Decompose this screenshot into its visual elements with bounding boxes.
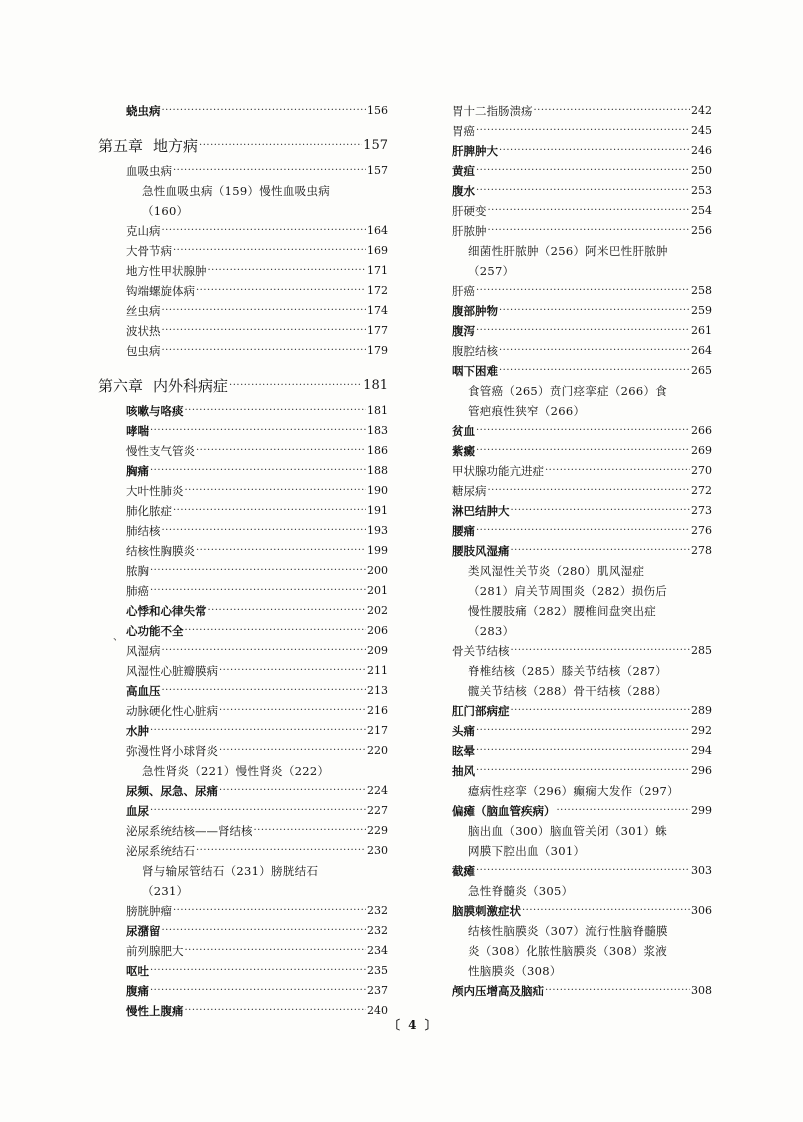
toc-entry[interactable] (98, 301, 388, 321)
page-ref: 235 (367, 964, 388, 977)
dot-leader (208, 261, 367, 281)
dot-leader (476, 741, 690, 761)
chapter-heading (98, 371, 228, 401)
page-ref: 289 (691, 704, 712, 717)
page-ref: 191 (367, 504, 388, 517)
toc-entry[interactable] (98, 561, 388, 581)
dot-leader (476, 441, 690, 461)
page-ref: 246 (691, 144, 712, 157)
entry-title: 尿频、尿急、尿痛 (126, 784, 218, 798)
entry-title: 尿潴留 (126, 924, 161, 938)
page-ref: 232 (367, 924, 388, 937)
toc-subentry: 结核性脑膜炎（307）流行性脑脊髓膜炎（308）化脓性脑膜炎（308）浆液性脑膜炎（308） (468, 924, 668, 978)
dot-leader (196, 441, 366, 461)
page-ref: 224 (367, 784, 388, 797)
dot-leader (545, 981, 690, 1001)
dot-leader (162, 641, 367, 661)
entry-title: 肝脾肿大 (452, 144, 498, 158)
toc-entry[interactable] (98, 901, 388, 921)
entry-title: 大叶性肺炎 (126, 484, 184, 498)
toc-subentry: 急性脊髓炎（305） (468, 884, 574, 898)
toc-entry[interactable] (452, 801, 712, 821)
dot-leader (476, 121, 690, 141)
page-ref: 229 (367, 824, 388, 837)
dot-leader (150, 981, 366, 1001)
page-ref: 181 (367, 404, 388, 417)
toc-right-column (452, 101, 712, 1001)
entry-title: 钩端螺旋体病 (126, 284, 195, 298)
page-ref: 206 (367, 624, 388, 637)
toc-subentry: 急性肾炎（221）慢性肾炎（222） (142, 764, 330, 778)
toc-entry[interactable] (98, 521, 388, 541)
toc-entry[interactable] (98, 321, 388, 341)
page-ref: 294 (691, 744, 712, 757)
toc-entry[interactable] (98, 501, 388, 521)
toc-entry[interactable] (452, 361, 712, 381)
dot-leader (476, 281, 690, 301)
toc-entry[interactable] (98, 341, 388, 361)
page-ref: 240 (367, 1004, 388, 1017)
page-ref: 269 (691, 444, 712, 457)
dot-leader (488, 201, 691, 221)
toc-entry[interactable] (98, 441, 388, 461)
toc-entry[interactable] (452, 141, 712, 161)
dot-leader (199, 131, 362, 161)
dot-leader (162, 521, 367, 541)
toc-entry[interactable] (98, 481, 388, 501)
page-ref: 157 (367, 164, 388, 177)
dot-leader (545, 461, 690, 481)
page-ref: 264 (691, 344, 712, 357)
dot-leader (219, 741, 366, 761)
dot-leader (196, 841, 366, 861)
dot-leader (185, 621, 367, 641)
dot-leader (522, 901, 690, 921)
toc-entry[interactable] (98, 741, 388, 761)
page-ref: 253 (691, 184, 712, 197)
page-ref: 276 (691, 524, 712, 537)
toc-entry[interactable] (452, 701, 712, 721)
dot-leader (488, 481, 691, 501)
entry-title: 颅内压增高及脑疝 (452, 984, 544, 998)
entry-title: 甲状腺功能亢进症 (452, 464, 544, 478)
chapter-title: 内外科病症 (153, 377, 229, 395)
entry-title: 膀胱肿瘤 (126, 904, 172, 918)
section-gap (98, 121, 388, 131)
entry-title: 咳嗽与咯痰 (126, 404, 184, 418)
dot-leader (162, 341, 367, 361)
page-ref: 164 (367, 224, 388, 237)
page-ref: 156 (367, 104, 388, 117)
dot-leader (150, 721, 366, 741)
dot-leader (254, 821, 367, 841)
page-ref: 193 (367, 524, 388, 537)
toc-entry[interactable] (452, 481, 712, 501)
entry-title: 肝癌 (452, 284, 475, 298)
chapter-title: 地方病 (153, 137, 199, 155)
page-ref: 285 (691, 644, 712, 657)
dot-leader (150, 561, 366, 581)
dot-leader (476, 521, 690, 541)
entry-title: 肛门部病症 (452, 704, 510, 718)
toc-entry[interactable] (98, 281, 388, 301)
page-ref: 308 (691, 984, 712, 997)
dot-leader (208, 601, 367, 621)
page-ref: 272 (691, 484, 712, 497)
dot-leader (476, 421, 690, 441)
page-ref: 250 (691, 164, 712, 177)
entry-title: 淋巴结肿大 (452, 504, 510, 518)
entry-title: 腹腔结核 (452, 344, 498, 358)
dot-leader (196, 541, 366, 561)
entry-title: 心功能不全 (126, 624, 184, 638)
toc-entry[interactable] (98, 101, 388, 121)
toc-subentry: 类风湿性关节炎（280）肌风湿症（281）肩关节周围炎（282）损伤后慢性腰肢痛（282）腰椎间盘突出症（283） (468, 564, 668, 638)
dot-leader (499, 141, 690, 161)
toc-entry[interactable] (452, 221, 712, 241)
chapter-number: 第六章 (98, 377, 144, 395)
page-ref: 261 (691, 324, 712, 337)
toc-entry[interactable] (98, 681, 388, 701)
entry-title: 偏瘫（脑血管疾病） (452, 804, 556, 818)
entry-title: 头痛 (452, 724, 475, 738)
toc-entry[interactable] (452, 901, 712, 921)
dot-leader (219, 661, 366, 681)
page-ref: 265 (691, 364, 712, 377)
toc-entry[interactable] (452, 641, 712, 661)
toc-subentry: 急性血吸虫病（159）慢性血吸虫病（160） (142, 184, 331, 218)
toc-entry[interactable] (98, 1001, 388, 1021)
entry-title: 泌尿系统结核——肾结核 (126, 824, 253, 838)
entry-title: 高血压 (126, 684, 161, 698)
entry-title: 呕吐 (126, 964, 149, 978)
toc-entry[interactable] (452, 161, 712, 181)
dot-leader (219, 701, 366, 721)
page-ref: 266 (691, 424, 712, 437)
toc-entry[interactable] (98, 241, 388, 261)
dot-leader (219, 781, 366, 801)
dot-leader (150, 801, 366, 821)
toc-entry[interactable] (452, 501, 712, 521)
page-ref: 227 (367, 804, 388, 817)
page-ref: 186 (367, 444, 388, 457)
page-ref: 256 (691, 224, 712, 237)
page-ref: 179 (367, 344, 388, 357)
toc-entry[interactable] (452, 461, 712, 481)
entry-title: 心悸和心律失常 (126, 604, 207, 618)
page-ref: 200 (367, 564, 388, 577)
entry-title: 地方性甲状腺肿 (126, 264, 207, 278)
dot-leader (511, 701, 691, 721)
toc-entry[interactable] (452, 201, 712, 221)
toc-entry[interactable] (98, 941, 388, 961)
page-ref: 183 (367, 424, 388, 437)
page-ref: 217 (367, 724, 388, 737)
toc-subentry: 脊椎结核（285）膝关节结核（287）髋关节结核（288）骨干结核（288） (468, 664, 668, 698)
entry-title: 动脉硬化性心脏病 (126, 704, 218, 718)
entry-title: 风湿病 (126, 644, 161, 658)
entry-title: 肺癌 (126, 584, 149, 598)
dot-leader (185, 1001, 367, 1021)
page-ref: 171 (367, 264, 388, 277)
page-ref: 202 (367, 604, 388, 617)
entry-title: 腰痛 (452, 524, 475, 538)
entry-title: 蛲虫病 (126, 104, 161, 118)
toc-entry[interactable] (98, 961, 388, 981)
page-ref: 201 (367, 584, 388, 597)
dot-leader (162, 681, 367, 701)
entry-title: 肺结核 (126, 524, 161, 538)
page-ref: 273 (691, 504, 712, 517)
page-ref: 188 (367, 464, 388, 477)
page-ref: 292 (691, 724, 712, 737)
page-ref: 237 (367, 984, 388, 997)
toc-subentry: 肾与输尿管结石（231）膀胱结石（231） (142, 864, 319, 898)
page-ref: 296 (691, 764, 712, 777)
toc-entry[interactable] (98, 221, 388, 241)
toc-entry[interactable] (98, 701, 388, 721)
dot-leader (173, 901, 366, 921)
page-ref: 242 (691, 104, 712, 117)
entry-title: 丝虫病 (126, 304, 161, 318)
page-number: 〔 4 〕 (388, 1018, 439, 1032)
entry-title: 骨关节结核 (452, 644, 510, 658)
dot-leader (150, 961, 366, 981)
page-ref: 258 (691, 284, 712, 297)
dot-leader (476, 721, 690, 741)
entry-title: 慢性支气管炎 (126, 444, 195, 458)
toc-entry[interactable] (98, 841, 388, 861)
entry-title: 肝硬变 (452, 204, 487, 218)
toc-subentry: 脑出血（300）脑血管关闭（301）蛛网膜下腔出血（301） (468, 824, 668, 858)
page-ref: 232 (367, 904, 388, 917)
toc-entry[interactable] (98, 581, 388, 601)
page-ref: 190 (367, 484, 388, 497)
page-ref: 216 (367, 704, 388, 717)
dot-leader (162, 101, 367, 121)
toc-entry[interactable] (98, 921, 388, 941)
dot-leader (511, 641, 691, 661)
toc-entry[interactable] (452, 741, 712, 761)
scan-mark: 、 (113, 632, 123, 643)
page-ref: 303 (691, 864, 712, 877)
toc-entry[interactable] (452, 421, 712, 441)
dot-leader (185, 941, 367, 961)
entry-title: 克山病 (126, 224, 161, 238)
toc-entry[interactable] (452, 321, 712, 341)
toc-entry[interactable] (452, 181, 712, 201)
toc-entry[interactable] (98, 601, 388, 621)
dot-leader (173, 161, 366, 181)
entry-title: 波状热 (126, 324, 161, 338)
page-ref: 172 (367, 284, 388, 297)
toc-entry[interactable] (452, 301, 712, 321)
toc-entry[interactable] (98, 801, 388, 821)
dot-leader (229, 371, 362, 401)
entry-title: 血吸虫病 (126, 164, 172, 178)
entry-title: 抽风 (452, 764, 475, 778)
entry-title: 胃癌 (452, 124, 475, 138)
page-ref: 234 (367, 944, 388, 957)
dot-leader (150, 421, 366, 441)
page-ref: 199 (367, 544, 388, 557)
page-ref: 270 (691, 464, 712, 477)
page-ref: 254 (691, 204, 712, 217)
toc-subentry: 细菌性肝脓肿（256）阿米巴性肝脓肿（257） (468, 244, 668, 278)
dot-leader (476, 761, 690, 781)
entry-title: 贫血 (452, 424, 475, 438)
toc-entry[interactable] (98, 161, 388, 181)
entry-title: 哮喘 (126, 424, 149, 438)
section-gap (98, 361, 388, 371)
dot-leader (511, 501, 691, 521)
page-ref: 174 (367, 304, 388, 317)
entry-title: 泌尿系统结石 (126, 844, 195, 858)
toc-subentry: 癔病性痉挛（296）癫痫大发作（297） (468, 784, 679, 798)
entry-title: 腹泻 (452, 324, 475, 338)
dot-leader (488, 221, 691, 241)
entry-title: 慢性上腹痛 (126, 1004, 184, 1018)
page-ref: 181 (363, 378, 388, 393)
toc-entry[interactable] (98, 461, 388, 481)
page-ref: 259 (691, 304, 712, 317)
entry-title: 腹痛 (126, 984, 149, 998)
toc-entry[interactable] (98, 261, 388, 281)
dot-leader (499, 341, 690, 361)
entry-title: 肺化脓症 (126, 504, 172, 518)
entry-title: 腹部肿物 (452, 304, 498, 318)
entry-title: 截瘫 (452, 864, 475, 878)
dot-leader (476, 321, 690, 341)
entry-title: 脓胸 (126, 564, 149, 578)
toc-chapter[interactable] (98, 131, 388, 161)
toc-subentry: 食管癌（265）贲门痉挛症（266）食管疤痕性狭窄（266） (468, 384, 668, 418)
dot-leader (185, 481, 367, 501)
entry-title: 糖尿病 (452, 484, 487, 498)
page-ref: 209 (367, 644, 388, 657)
entry-title: 胃十二指肠溃疡 (452, 104, 533, 118)
dot-leader (476, 861, 690, 881)
dot-leader (196, 281, 366, 301)
entry-title: 脑膜刺激症状 (452, 904, 521, 918)
toc-entry[interactable] (98, 661, 388, 681)
page-ref: 278 (691, 544, 712, 557)
page-ref: 213 (367, 684, 388, 697)
page-ref: 230 (367, 844, 388, 857)
dot-leader (557, 801, 691, 821)
page-ref: 306 (691, 904, 712, 917)
toc-entry[interactable] (98, 981, 388, 1001)
dot-leader (150, 461, 366, 481)
dot-leader (511, 541, 691, 561)
dot-leader (185, 401, 367, 421)
entry-title: 眩晕 (452, 744, 475, 758)
entry-title: 水肿 (126, 724, 149, 738)
dot-leader (476, 181, 690, 201)
page-ref: 157 (363, 138, 388, 153)
entry-title: 胸痛 (126, 464, 149, 478)
page-ref: 245 (691, 124, 712, 137)
toc-entry[interactable] (98, 401, 388, 421)
toc-entry[interactable] (98, 721, 388, 741)
toc-entry[interactable] (452, 121, 712, 141)
toc-entry[interactable] (452, 281, 712, 301)
toc-entry[interactable] (452, 341, 712, 361)
entry-title: 前列腺肥大 (126, 944, 184, 958)
entry-title: 咽下困难 (452, 364, 498, 378)
entry-title: 腹水 (452, 184, 475, 198)
toc-entry[interactable] (452, 521, 712, 541)
entry-title: 弥漫性肾小球肾炎 (126, 744, 218, 758)
dot-leader (173, 501, 366, 521)
toc-entry[interactable] (98, 781, 388, 801)
toc-entry[interactable] (98, 821, 388, 841)
chapter-number: 第五章 (98, 137, 144, 155)
dot-leader (162, 321, 367, 341)
entry-title: 紫癜 (452, 444, 475, 458)
chapter-heading (98, 131, 198, 161)
dot-leader (499, 301, 690, 321)
dot-leader (499, 361, 690, 381)
toc-entry[interactable] (452, 861, 712, 881)
entry-title: 肝脓肿 (452, 224, 487, 238)
toc-entry[interactable] (98, 541, 388, 561)
dot-leader (150, 581, 366, 601)
entry-title: 腰肢风湿痛 (452, 544, 510, 558)
toc-entry[interactable] (452, 721, 712, 741)
toc-entry[interactable] (98, 421, 388, 441)
dot-leader (534, 101, 691, 121)
page-ref: 211 (367, 664, 388, 677)
toc-entry[interactable] (452, 981, 712, 1001)
toc-entry[interactable] (452, 441, 712, 461)
toc-entry[interactable] (98, 641, 388, 661)
toc-left-column (98, 101, 388, 1021)
toc-entry[interactable] (452, 541, 712, 561)
entry-title: 血尿 (126, 804, 149, 818)
page-ref: 220 (367, 744, 388, 757)
toc-entry[interactable] (98, 621, 388, 641)
entry-title: 包虫病 (126, 344, 161, 358)
page-ref: 177 (367, 324, 388, 337)
page-ref: 169 (367, 244, 388, 257)
dot-leader (162, 301, 367, 321)
toc-entry[interactable] (452, 101, 712, 121)
dot-leader (162, 921, 367, 941)
dot-leader (162, 221, 367, 241)
dot-leader (476, 161, 690, 181)
entry-title: 大骨节病 (126, 244, 172, 258)
entry-title: 结核性胸膜炎 (126, 544, 195, 558)
entry-title: 黄疸 (452, 164, 475, 178)
dot-leader (173, 241, 366, 261)
toc-entry[interactable] (452, 761, 712, 781)
page-ref: 299 (691, 804, 712, 817)
toc-chapter[interactable] (98, 371, 388, 401)
entry-title: 风湿性心脏瓣膜病 (126, 664, 218, 678)
